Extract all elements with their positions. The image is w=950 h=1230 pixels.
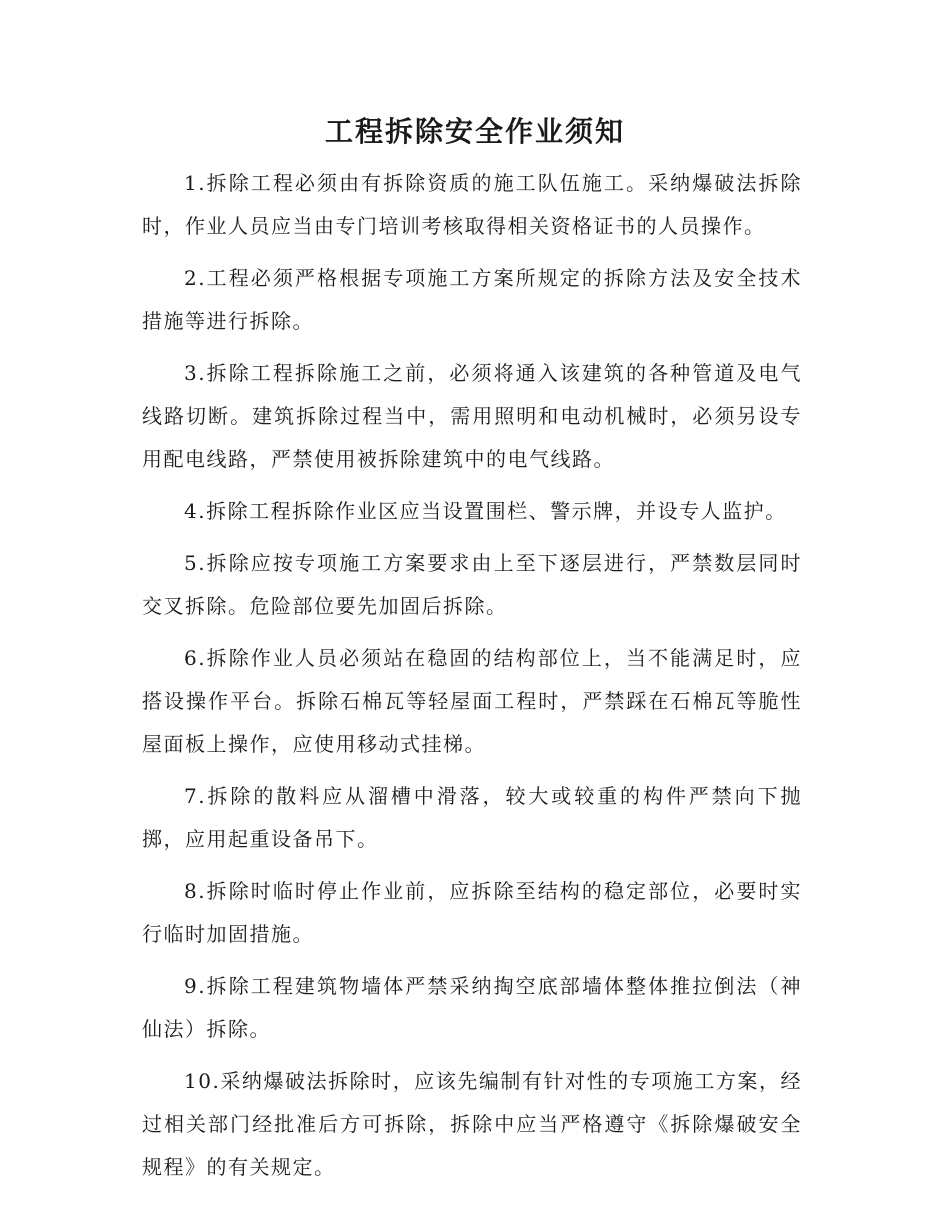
paragraph-9: 9.拆除工程建筑物墙体严禁采纳掏空底部墙体整体推拉倒法（神仙法）拆除。 [142, 974, 802, 1041]
document-body [142, 162, 802, 1198]
paragraph-10: 10.采纳爆破法拆除时，应该先编制有针对性的专项施工方案，经过相关部门经批准后方可拆除，拆除中应当严格遵守《拆除爆破安全规程》的有关规定。 [142, 1069, 802, 1179]
paragraph-7: 7.拆除的散料应从溜槽中滑落，较大或较重的构件严禁向下抛掷，应用起重设备吊下。 [142, 784, 802, 851]
paragraph-1: 1.拆除工程必须由有拆除资质的施工队伍施工。采纳爆破法拆除时，作业人员应当由专门培训考核取得相关资格证书的人员操作。 [142, 171, 802, 238]
paragraph-8: 8.拆除时临时停止作业前，应拆除至结构的稳定部位，必要时实行临时加固措施。 [142, 879, 802, 946]
paragraph-2: 2.工程必须严格根据专项施工方案所规定的拆除方法及安全技术措施等进行拆除。 [142, 266, 802, 333]
document-title: 工程拆除安全作业须知 [324, 115, 625, 148]
paragraph-5: 5.拆除应按专项施工方案要求由上至下逐层进行，严禁数层同时交叉拆除。危险部位要先加固后拆除。 [142, 551, 802, 618]
paragraph-6: 6.拆除作业人员必须站在稳固的结构部位上，当不能满足时，应搭设操作平台。拆除石棉瓦等轻屋面工程时，严禁踩在石棉瓦等脆性屋面板上操作，应使用移动式挂梯。 [142, 646, 802, 756]
paragraph-4: 4.拆除工程拆除作业区应当设置围栏、警示牌，并设专人监护。 [184, 499, 787, 523]
paragraph-3: 3.拆除工程拆除施工之前，必须将通入该建筑的各种管道及电气线路切断。建筑拆除过程当中，需用照明和电动机械时，必须另设专用配电线路，严禁使用被拆除建筑中的电气线路。 [142, 361, 802, 471]
